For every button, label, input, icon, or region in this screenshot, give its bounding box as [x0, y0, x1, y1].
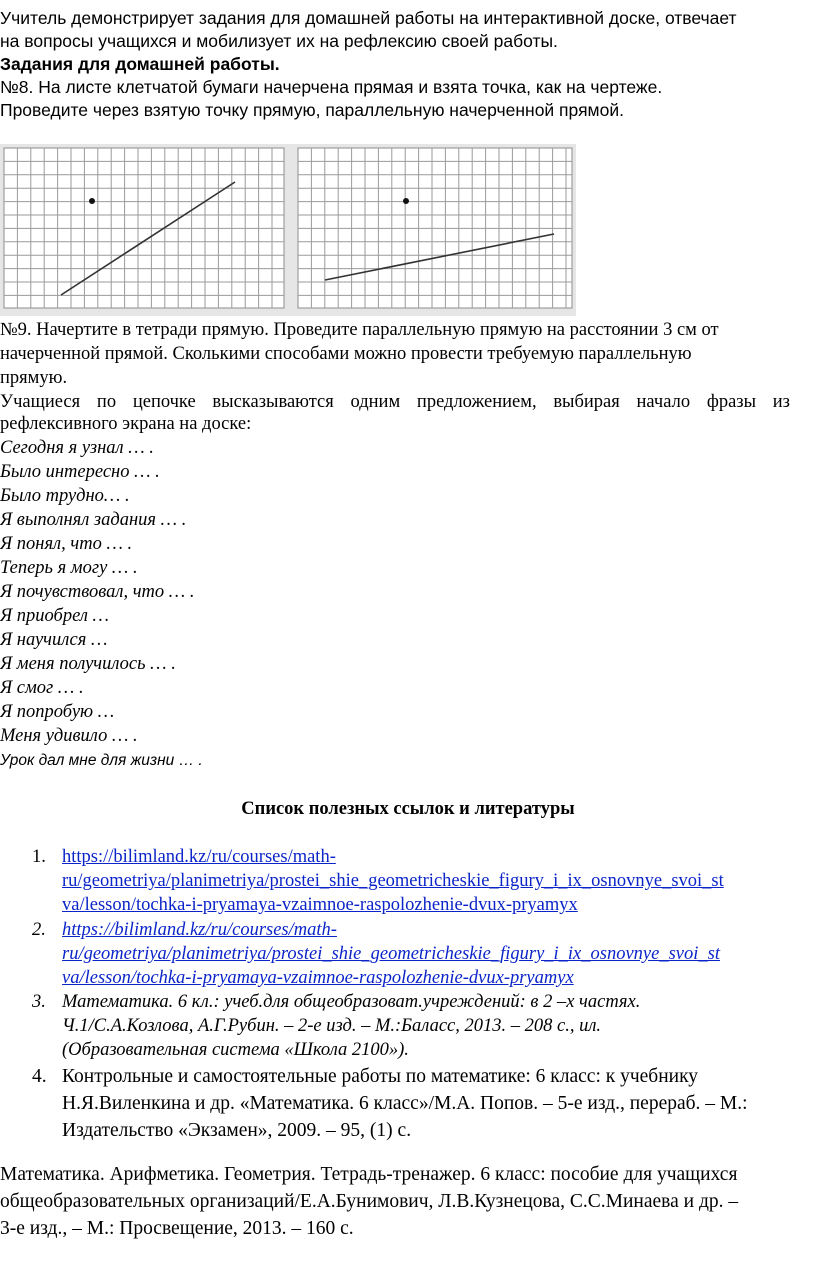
- task8-line-2: Проведите через взятую точку прямую, параллельную начерченной прямой.: [0, 100, 624, 120]
- grid-figure-left: [4, 148, 284, 308]
- reference-link-2-line-3[interactable]: va/lesson/tochka-i-pryamaya-vzaimnoe-raspolozhenie-dvux-pryamyx: [62, 968, 574, 988]
- final-reference-line-1: Математика. Арифметика. Геометрия. Тетрадь-тренажер. 6 класс: пособие для учащихся: [0, 1164, 738, 1185]
- reflection-line-2: рефлексивного экрана на доске:: [0, 414, 252, 434]
- homework-heading: Задания для домашней работы.: [0, 54, 280, 74]
- reference-link-2-line-1[interactable]: https://bilimland.kz/ru/courses/math-: [62, 920, 337, 940]
- reference-text-line: Ч.1/С.А.Козлова, А.Г.Рубин. – 2-е изд. – М.:Баласс, 2013. – 208 с., ил.: [62, 1016, 602, 1036]
- phrase-item: Я меня получилось … .: [0, 654, 176, 674]
- phrase-item: Я выполнял задания … .: [0, 510, 187, 530]
- reference-link-1-line-3[interactable]: va/lesson/tochka-i-pryamaya-vzaimnoe-raspolozhenie-dvux-pryamyx: [62, 895, 578, 915]
- intro-line-1: Учитель демонстрирует задания для домашней работы на интерактивной доске, отвечает: [0, 8, 737, 28]
- phrase-item: Я понял, что … .: [0, 534, 133, 554]
- reference-number: 4.: [32, 1066, 47, 1087]
- phrase-item: Было трудно… .: [0, 486, 130, 506]
- reference-link-1-line-2[interactable]: ru/geometriya/planimetriya/prostei_shie_geometricheskie_figury_i_ix_osnovnye_svoi_st: [62, 871, 724, 891]
- reflection-line-1: Учащиеся по цепочке высказываются одним предложением, выбирая начало фразы из: [0, 392, 790, 412]
- final-reference-line-3: 3-е изд., – М.: Просвещение, 2013. – 160 с.: [0, 1218, 354, 1239]
- phrase-item: Сегодня я узнал … .: [0, 438, 154, 458]
- reference-text-line: Контрольные и самостоятельные работы по математике: 6 класс: к учебнику: [62, 1066, 699, 1087]
- grid-figures: [0, 144, 576, 316]
- phrase-item: Я почувствовал, что … .: [0, 582, 195, 602]
- reference-link-2-line-2[interactable]: ru/geometriya/planimetriya/prostei_shie_geometricheskie_figury_i_ix_osnovnye_svoi_st: [62, 944, 720, 964]
- phrase-item: Я смог … .: [0, 678, 84, 698]
- reference-number: 3.: [32, 992, 46, 1012]
- references-heading: Список полезных ссылок и литературы: [241, 799, 575, 819]
- task9-line-1: №9. Начертите в тетради прямую. Проведите параллельную прямую на расстоянии 3 см от: [0, 320, 719, 340]
- task8-line-1: №8. На листе клетчатой бумаги начерчена прямая и взята точка, как на чертеже.: [0, 77, 663, 97]
- phrase-item: Было интересно … .: [0, 462, 160, 482]
- reference-text-line: Н.Я.Виленкина и др. «Математика. 6 класс»/М.А. Попов. – 5-е изд., перераб. – М.:: [62, 1093, 748, 1114]
- final-reference-line-2: общеобразовательных организаций/Е.А.Бунимович, Л.В.Кузнецова, С.С.Минаева и др. –: [0, 1191, 739, 1212]
- phrase-item: Меня удивило … .: [0, 726, 138, 746]
- task9-line-3: прямую.: [0, 368, 68, 388]
- intro-line-2: на вопросы учащихся и мобилизует их на рефлексию своей работы.: [0, 31, 558, 51]
- phrase-item: Теперь я могу … .: [0, 558, 138, 578]
- phrase-item: Я попробую …: [0, 702, 115, 722]
- reference-text-line: Математика. 6 кл.: учеб.для общеобразоват.учреждений: в 2 –х частях.: [62, 992, 641, 1012]
- task9-line-2: начерченной прямой. Сколькими способами можно провести требуемую параллельную: [0, 344, 692, 364]
- reference-text-line: Издательство «Экзамен», 2009. – 95, (1) с.: [62, 1120, 412, 1141]
- given-point-right: [403, 198, 409, 204]
- reference-link-1-line-1[interactable]: https://bilimland.kz/ru/courses/math-: [62, 847, 336, 867]
- given-point-left: [89, 198, 95, 204]
- reference-number: 1.: [32, 847, 46, 867]
- phrase-item-last: Урок дал мне для жизни … .: [0, 752, 203, 769]
- phrase-item: Я научился …: [0, 630, 108, 650]
- grid-figure-right: [298, 148, 572, 308]
- reference-number: 2.: [32, 920, 46, 940]
- reference-text-line: (Образовательная система «Школа 2100»).: [62, 1040, 409, 1060]
- phrase-item: Я приобрел …: [0, 606, 109, 626]
